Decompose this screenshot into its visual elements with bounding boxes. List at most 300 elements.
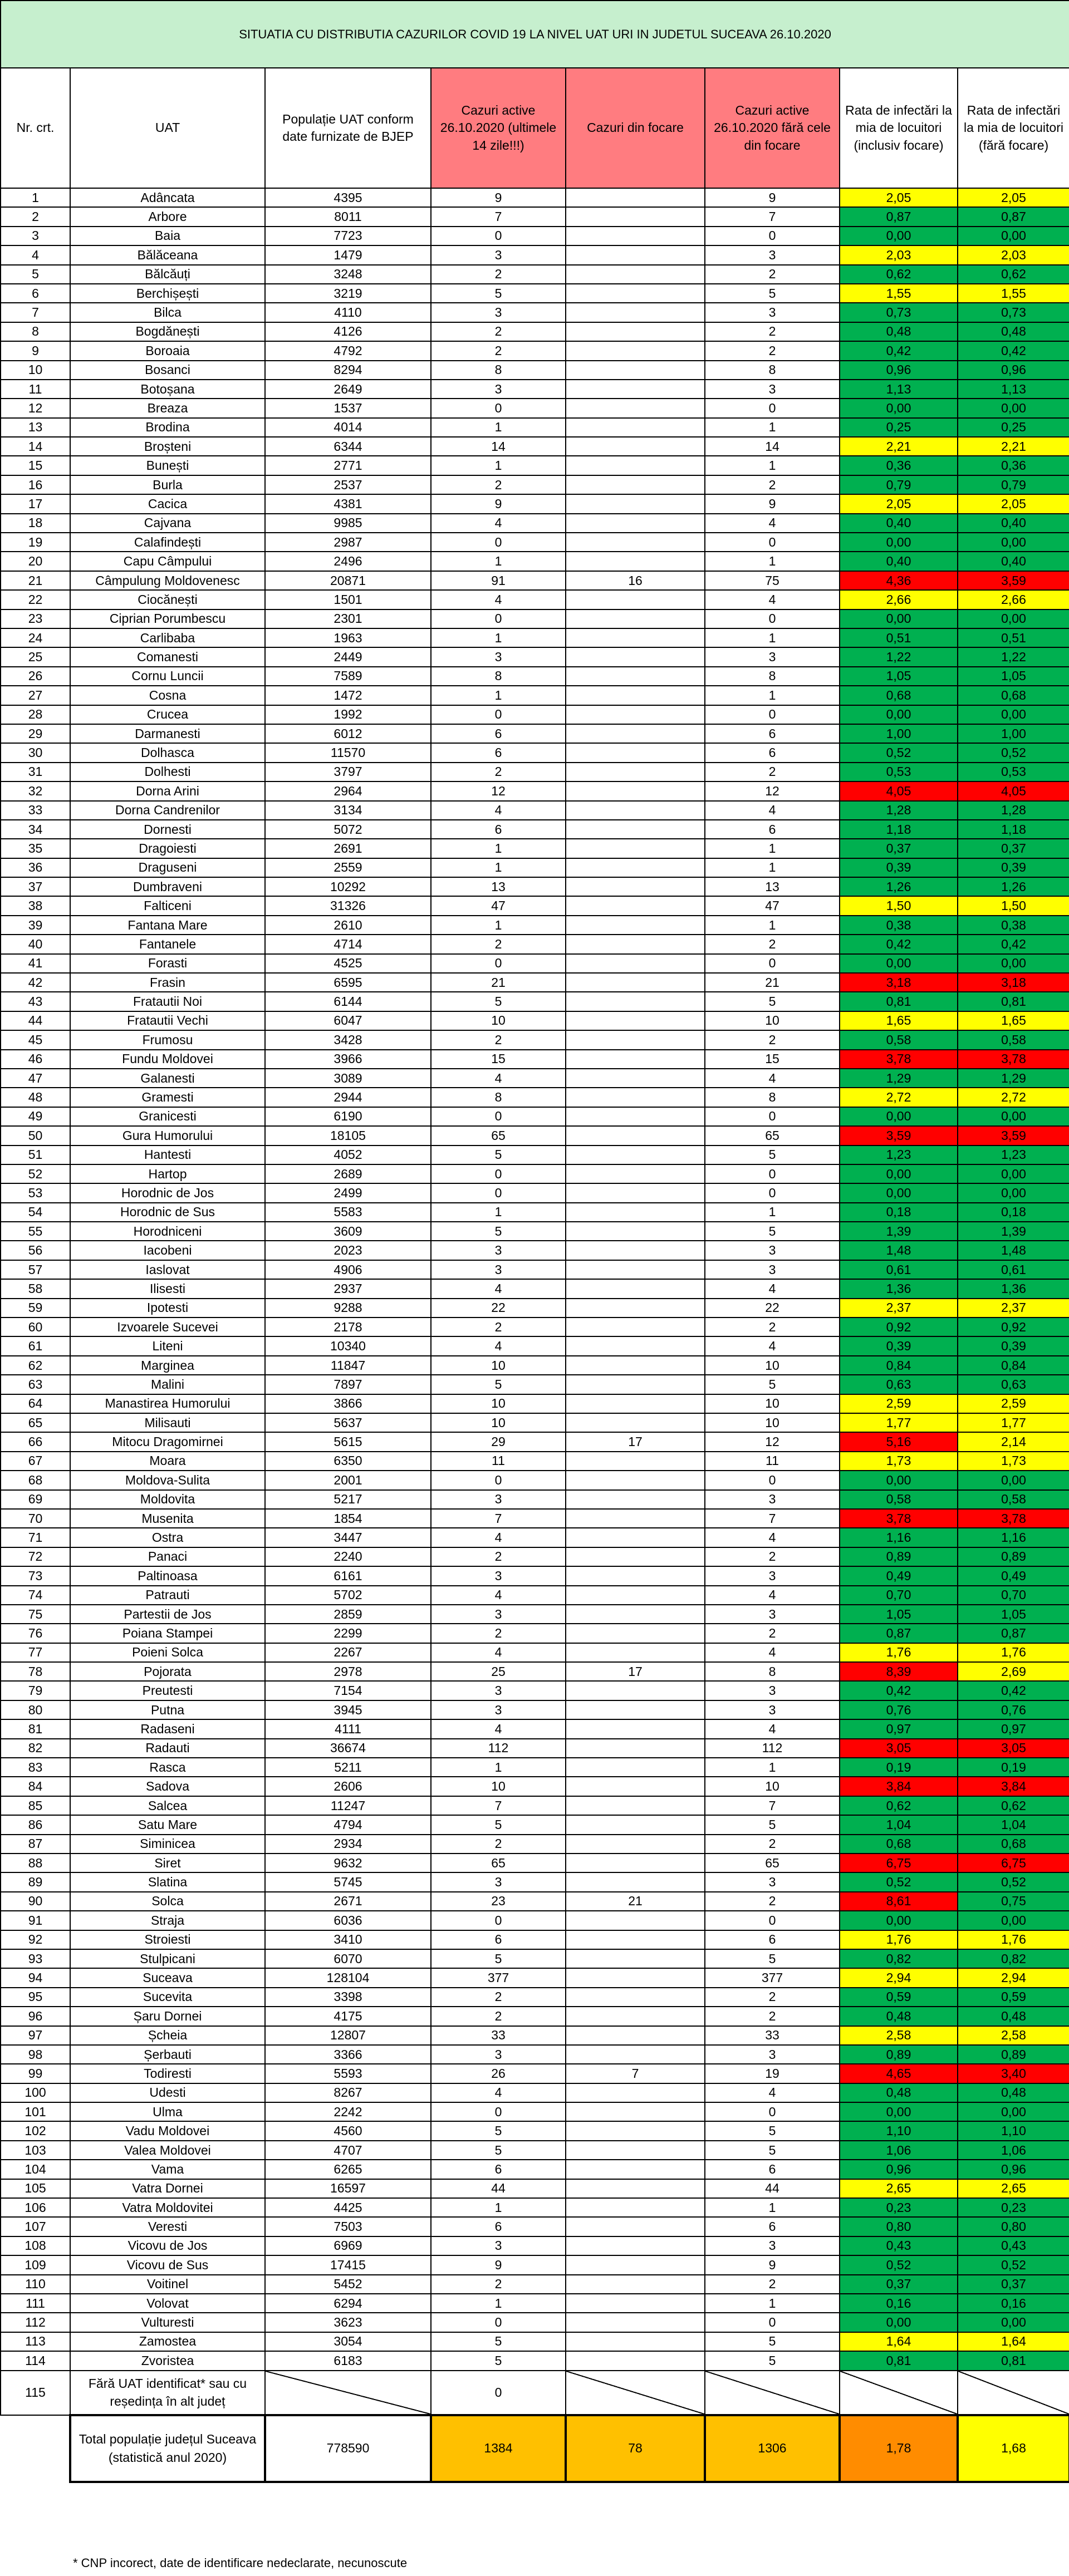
cell-uat: Horodnic de Sus (70, 1203, 265, 1222)
cell-active-cases: 6 (431, 1930, 566, 1949)
table-row (1, 1069, 1069, 1088)
cell-rate-excl-outbreaks: 0,75 (958, 1892, 1069, 1911)
cell-active-cases: 1 (431, 456, 566, 475)
cell-outbreak-cases (566, 2007, 705, 2026)
cell-active-without-outbreaks: 0 (705, 954, 840, 973)
cell-rate-excl-outbreaks: 0,96 (958, 2160, 1069, 2179)
cell-population: 31326 (265, 896, 431, 915)
cell-rate-excl-outbreaks: 2,58 (958, 2026, 1069, 2045)
cell-outbreak-cases (566, 1854, 705, 1872)
cell-active-cases: 2 (431, 1988, 566, 2007)
cell-uat: Dragoiesti (70, 839, 265, 858)
cell-active-without-outbreaks: 3 (705, 1681, 840, 1700)
cell-active-cases: 3 (431, 380, 566, 399)
cell-uat: Musenita (70, 1509, 265, 1528)
cell-uat: Ciprian Porumbescu (70, 609, 265, 628)
cell-active-without-outbreaks: 10 (705, 1394, 840, 1413)
cell-outbreak-cases (566, 2236, 705, 2255)
cell-uat: Vadu Moldovei (70, 2121, 265, 2140)
cell-uat: Capu Câmpului (70, 552, 265, 571)
cell-active-without-outbreaks: 2 (705, 2007, 840, 2026)
cell-uat: Șaru Dornei (70, 2007, 265, 2026)
table-row (1, 1107, 1069, 1126)
cell-outbreak-cases (566, 1356, 705, 1375)
cell-population: 7723 (265, 227, 431, 245)
cell-outbreak-cases (566, 1146, 705, 1164)
cell-nr: 1 (1, 188, 70, 207)
cell-rate-incl-outbreaks: 2,37 (840, 1299, 958, 1318)
cell-active-cases: 377 (431, 1968, 566, 1987)
cell-rate-incl-outbreaks: 1,10 (840, 2121, 958, 2140)
cell-outbreak-cases (566, 1872, 705, 1891)
cell-rate-incl-outbreaks: 1,04 (840, 1815, 958, 1834)
cell-outbreak-cases (566, 2026, 705, 2045)
cell-active-cases: 4 (431, 590, 566, 609)
table-row (1, 1356, 1069, 1375)
cell-rate-incl-outbreaks: 0,58 (840, 1490, 958, 1509)
cell-rate-incl-outbreaks: 3,59 (840, 1126, 958, 1145)
cell-population: 16597 (265, 2179, 431, 2198)
empty-slash-cell (265, 2371, 431, 2415)
table-row (1, 2332, 1069, 2351)
cell-outbreak-cases (566, 609, 705, 628)
table-row (1, 1336, 1069, 1355)
cell-outbreak-cases (566, 1490, 705, 1509)
cell-outbreak-cases (566, 1547, 705, 1566)
cell-outbreak-cases (566, 667, 705, 686)
table-row (1, 1968, 1069, 1987)
cell-nr: 12 (1, 399, 70, 417)
cell-uat: Valea Moldovei (70, 2141, 265, 2160)
cell-active-without-outbreaks: 7 (705, 1509, 840, 1528)
cell-rate-incl-outbreaks: 0,79 (840, 475, 958, 494)
cell-population: 6144 (265, 992, 431, 1011)
cell-outbreak-cases (566, 1318, 705, 1336)
cell-uat: Radaseni (70, 1719, 265, 1738)
cell-nr: 84 (1, 1777, 70, 1796)
cell-uat: Broșteni (70, 437, 265, 456)
cell-outbreak-cases (566, 1719, 705, 1738)
cell-active-without-outbreaks: 19 (705, 2064, 840, 2083)
cell-nr: 71 (1, 1528, 70, 1547)
table-row (1, 686, 1069, 705)
cell-population: 11570 (265, 743, 431, 762)
cell-uat: Forasti (70, 954, 265, 973)
cell-rate-incl-outbreaks: 4,65 (840, 2064, 958, 2083)
cell-nr: 102 (1, 2121, 70, 2140)
cell-rate-incl-outbreaks: 1,50 (840, 896, 958, 915)
cell-nr: 80 (1, 1700, 70, 1719)
cell-rate-incl-outbreaks: 0,58 (840, 1030, 958, 1049)
cell-active-without-outbreaks: 3 (705, 1605, 840, 1624)
cell-rate-excl-outbreaks: 0,73 (958, 303, 1069, 322)
cell-population: 6190 (265, 1107, 431, 1126)
cell-active-cases: 0 (431, 954, 566, 973)
table-row (1, 1777, 1069, 1796)
table-row (1, 935, 1069, 953)
cell-rate-incl-outbreaks: 1,16 (840, 1528, 958, 1547)
cell-rate-incl-outbreaks: 0,87 (840, 1624, 958, 1643)
cell-nr: 100 (1, 2083, 70, 2102)
cell-rate-incl-outbreaks: 4,36 (840, 571, 958, 590)
cell-active-cases: 2 (431, 322, 566, 341)
table-row (1, 1835, 1069, 1854)
cell-rate-excl-outbreaks: 0,16 (958, 2294, 1069, 2313)
cell-outbreak-cases (566, 2045, 705, 2064)
cell-active-cases: 3 (431, 1681, 566, 1700)
cell-rate-excl-outbreaks: 0,37 (958, 839, 1069, 858)
cell-nr: 44 (1, 1011, 70, 1030)
table-row (1, 188, 1069, 207)
cell-outbreak-cases (566, 935, 705, 953)
table-row (1, 1394, 1069, 1413)
cell-active-cases: 91 (431, 571, 566, 590)
table-row (1, 1988, 1069, 2007)
table-row (1, 1490, 1069, 1509)
cell-outbreak-cases (566, 896, 705, 915)
total-label: Total populație județul Suceava (statistică anul 2020) (70, 2415, 265, 2482)
cell-outbreak-cases (566, 2198, 705, 2217)
cell-active-without-outbreaks: 2 (705, 475, 840, 494)
cell-outbreak-cases (566, 590, 705, 609)
cell-rate-incl-outbreaks: 0,00 (840, 954, 958, 973)
cell-active-cases: 10 (431, 1777, 566, 1796)
cell-nr: 42 (1, 973, 70, 992)
cell-rate-excl-outbreaks: 0,53 (958, 763, 1069, 781)
cell-uat: Fantana Mare (70, 916, 265, 935)
cell-rate-excl-outbreaks: 0,36 (958, 456, 1069, 475)
cell-outbreak-cases (566, 2102, 705, 2121)
cell-rate-incl-outbreaks: 0,38 (840, 916, 958, 935)
cell-active-without-outbreaks: 4 (705, 801, 840, 820)
cell-active-without-outbreaks: 9 (705, 2255, 840, 2274)
cell-nr: 83 (1, 1758, 70, 1777)
cell-active-without-outbreaks: 1 (705, 916, 840, 935)
cell-uat: Granicesti (70, 1107, 265, 1126)
cell-active-cases: 5 (431, 2351, 566, 2370)
cell-population: 9985 (265, 514, 431, 533)
cell-active-cases: 4 (431, 1069, 566, 1088)
cell-rate-incl-outbreaks: 1,36 (840, 1279, 958, 1298)
cell-population: 5745 (265, 1872, 431, 1891)
cell-outbreak-cases (566, 1183, 705, 1202)
cell-rate-excl-outbreaks: 2,05 (958, 188, 1069, 207)
cell-population: 5615 (265, 1432, 431, 1451)
cell-active-without-outbreaks: 4 (705, 590, 840, 609)
table-row (1, 1758, 1069, 1777)
cell-uat: Iacobeni (70, 1241, 265, 1260)
cell-uat: Vatra Moldovitei (70, 2198, 265, 2217)
cell-rate-excl-outbreaks: 0,23 (958, 2198, 1069, 2217)
empty-cell (1, 2415, 70, 2482)
cell-uat: Slatina (70, 1872, 265, 1891)
cell-active-cases: 3 (431, 1260, 566, 1279)
cell-active-cases: 3 (431, 2236, 566, 2255)
cell-uat: Fără UAT identificat* sau cu reședința în alt județ (70, 2371, 265, 2415)
cell-rate-excl-outbreaks: 0,48 (958, 322, 1069, 341)
cell-active-cases: 1 (431, 628, 566, 647)
cell-outbreak-cases (566, 188, 705, 207)
cell-outbreak-cases (566, 303, 705, 322)
cell-uat: Udesti (70, 2083, 265, 2102)
table-row (1, 2198, 1069, 2217)
cell-active-cases: 1 (431, 839, 566, 858)
cell-active-without-outbreaks: 5 (705, 1949, 840, 1968)
table-row (1, 552, 1069, 571)
table-row (1, 1662, 1069, 1681)
cell-uat: Berchișești (70, 284, 265, 303)
cell-nr: 101 (1, 2102, 70, 2121)
table-row (1, 1299, 1069, 1318)
table-row (1, 514, 1069, 533)
cell-rate-incl-outbreaks: 5,16 (840, 1432, 958, 1451)
cell-rate-incl-outbreaks: 0,00 (840, 1911, 958, 1930)
cell-active-cases: 112 (431, 1739, 566, 1758)
cell-nr: 31 (1, 763, 70, 781)
cell-uat: Zamostea (70, 2332, 265, 2351)
cell-outbreak-cases (566, 858, 705, 877)
cell-population: 8011 (265, 207, 431, 226)
cell-outbreak-cases (566, 399, 705, 417)
cell-rate-incl-outbreaks: 0,48 (840, 2083, 958, 2102)
cell-nr: 19 (1, 533, 70, 552)
cell-active-cases: 0 (431, 1164, 566, 1183)
cell-uat: Câmpulung Moldovenesc (70, 571, 265, 590)
cell-active-cases: 47 (431, 896, 566, 915)
cell-outbreak-cases (566, 2141, 705, 2160)
cell-population: 2178 (265, 1318, 431, 1336)
cell-active-cases: 2 (431, 1835, 566, 1854)
cell-outbreak-cases: 7 (566, 2064, 705, 2083)
cell-active-cases: 33 (431, 2026, 566, 2045)
cell-active-without-outbreaks: 4 (705, 1069, 840, 1088)
table-row (1, 2160, 1069, 2179)
table-row (1, 1586, 1069, 1605)
cell-rate-excl-outbreaks: 1,73 (958, 1452, 1069, 1471)
cell-nr: 15 (1, 456, 70, 475)
cell-rate-excl-outbreaks: 2,94 (958, 1968, 1069, 1987)
cell-outbreak-cases (566, 2275, 705, 2294)
cell-rate-incl-outbreaks: 0,00 (840, 609, 958, 628)
cell-active-cases: 3 (431, 1605, 566, 1624)
cell-uat: Bălcăuți (70, 265, 265, 284)
header-active-without-outbreaks: Cazuri active 26.10.2020 fără cele din focare (705, 68, 840, 188)
cell-outbreak-cases (566, 1566, 705, 1585)
cell-active-cases: 2 (431, 1624, 566, 1643)
cell-active-without-outbreaks: 0 (705, 1107, 840, 1126)
cell-outbreak-cases (566, 1164, 705, 1183)
cell-uat: Milisauti (70, 1413, 265, 1432)
cell-nr: 89 (1, 1872, 70, 1891)
cell-rate-excl-outbreaks: 0,79 (958, 475, 1069, 494)
cell-nr: 85 (1, 1796, 70, 1815)
cell-active-without-outbreaks: 2 (705, 1988, 840, 2007)
cell-population: 2537 (265, 475, 431, 494)
cell-active-without-outbreaks: 2 (705, 1547, 840, 1566)
cell-outbreak-cases (566, 743, 705, 762)
cell-nr: 78 (1, 1662, 70, 1681)
cell-rate-excl-outbreaks: 0,00 (958, 1471, 1069, 1489)
cell-outbreak-cases (566, 1299, 705, 1318)
empty-slash-cell (958, 2371, 1069, 2415)
cell-nr: 51 (1, 1146, 70, 1164)
cell-nr: 82 (1, 1739, 70, 1758)
cell-rate-incl-outbreaks: 3,05 (840, 1739, 958, 1758)
cell-rate-incl-outbreaks: 0,42 (840, 935, 958, 953)
cell-active-without-outbreaks: 10 (705, 1777, 840, 1796)
table-row (1, 1452, 1069, 1471)
table-row (1, 399, 1069, 417)
cell-nr: 111 (1, 2294, 70, 2313)
cell-uat: Volovat (70, 2294, 265, 2313)
cell-rate-excl-outbreaks: 0,42 (958, 1681, 1069, 1700)
cell-uat: Bălăceana (70, 245, 265, 264)
cell-uat: Poiana Stampei (70, 1624, 265, 1643)
cell-uat: Comanesti (70, 647, 265, 666)
cell-rate-excl-outbreaks: 1,10 (958, 2121, 1069, 2140)
cell-rate-incl-outbreaks: 0,42 (840, 1681, 958, 1700)
table-row (1, 2102, 1069, 2121)
cell-nr: 61 (1, 1336, 70, 1355)
cell-nr: 14 (1, 437, 70, 456)
cell-population: 7589 (265, 667, 431, 686)
cell-uat: Zvoristea (70, 2351, 265, 2370)
cell-uat: Crucea (70, 705, 265, 724)
cell-rate-incl-outbreaks: 1,29 (840, 1069, 958, 1088)
cell-active-cases: 7 (431, 207, 566, 226)
cell-nr: 27 (1, 686, 70, 705)
table-row (1, 1566, 1069, 1585)
cell-population: 6969 (265, 2236, 431, 2255)
cell-active-cases: 6 (431, 724, 566, 743)
cell-rate-excl-outbreaks: 0,62 (958, 1796, 1069, 1815)
cell-outbreak-cases (566, 361, 705, 380)
cell-nr: 62 (1, 1356, 70, 1375)
cell-uat: Dornesti (70, 820, 265, 839)
cell-rate-incl-outbreaks: 0,82 (840, 1949, 958, 1968)
cell-population: 3945 (265, 1700, 431, 1719)
cell-rate-excl-outbreaks: 1,48 (958, 1241, 1069, 1260)
cell-uat: Mitocu Dragomirnei (70, 1432, 265, 1451)
cell-population: 2499 (265, 1183, 431, 1202)
cell-rate-incl-outbreaks: 0,76 (840, 1700, 958, 1719)
cell-nr: 76 (1, 1624, 70, 1643)
cell-nr: 70 (1, 1509, 70, 1528)
cell-rate-incl-outbreaks: 1,22 (840, 647, 958, 666)
cell-nr: 92 (1, 1930, 70, 1949)
cell-nr: 97 (1, 2026, 70, 2045)
table-row (1, 1164, 1069, 1183)
cell-uat: Marginea (70, 1356, 265, 1375)
cell-rate-excl-outbreaks: 0,00 (958, 954, 1069, 973)
cell-population: 4111 (265, 1719, 431, 1738)
cell-uat: Radauti (70, 1739, 265, 1758)
cell-outbreak-cases (566, 1241, 705, 1260)
cell-active-cases: 65 (431, 1126, 566, 1145)
cell-active-cases: 0 (431, 2102, 566, 2121)
cell-rate-excl-outbreaks: 0,00 (958, 1183, 1069, 1202)
cell-rate-excl-outbreaks: 0,00 (958, 609, 1069, 628)
cell-population: 4906 (265, 1260, 431, 1279)
cell-rate-incl-outbreaks: 1,00 (840, 724, 958, 743)
cell-population: 6595 (265, 973, 431, 992)
cell-active-cases: 2 (431, 341, 566, 360)
cell-outbreak-cases (566, 916, 705, 935)
cell-active-without-outbreaks: 3 (705, 1566, 840, 1585)
cell-active-without-outbreaks: 4 (705, 514, 840, 533)
cell-active-without-outbreaks: 3 (705, 1872, 840, 1891)
cell-nr: 28 (1, 705, 70, 724)
cell-outbreak-cases (566, 2179, 705, 2198)
cell-population: 6265 (265, 2160, 431, 2179)
table-row (1, 571, 1069, 590)
cell-rate-excl-outbreaks: 2,14 (958, 1432, 1069, 1451)
cell-rate-incl-outbreaks: 0,52 (840, 1872, 958, 1891)
cell-active-without-outbreaks: 9 (705, 188, 840, 207)
table-row (1, 1719, 1069, 1738)
cell-uat: Ostra (70, 1528, 265, 1547)
table-row (1, 820, 1069, 839)
cell-population: 2978 (265, 1662, 431, 1681)
cell-active-without-outbreaks: 1 (705, 2198, 840, 2217)
cell-rate-incl-outbreaks: 1,18 (840, 820, 958, 839)
table-row (1, 2045, 1069, 2064)
cell-uat: Horodniceni (70, 1222, 265, 1241)
cell-outbreak-cases (566, 1681, 705, 1700)
table-row (1, 1547, 1069, 1566)
footnote: * CNP incorect, date de identificare nedeclarate, necunoscute (73, 2556, 408, 2570)
cell-nr: 57 (1, 1260, 70, 1279)
cell-active-without-outbreaks: 65 (705, 1854, 840, 1872)
empty-slash-cell (705, 2371, 840, 2415)
cell-uat: Moldovita (70, 1490, 265, 1509)
cell-rate-excl-outbreaks: 0,89 (958, 2045, 1069, 2064)
cell-active-cases: 2 (431, 763, 566, 781)
cell-rate-incl-outbreaks: 0,63 (840, 1375, 958, 1394)
cell-nr: 86 (1, 1815, 70, 1834)
cell-uat: Carlibaba (70, 628, 265, 647)
cell-uat: Bunești (70, 456, 265, 475)
cell-rate-excl-outbreaks: 0,82 (958, 1949, 1069, 1968)
cell-uat: Adâncata (70, 188, 265, 207)
cell-active-cases: 25 (431, 1662, 566, 1681)
cell-rate-incl-outbreaks: 0,25 (840, 418, 958, 437)
cell-active-without-outbreaks: 2 (705, 1624, 840, 1643)
cell-uat: Darmanesti (70, 724, 265, 743)
cell-nr: 17 (1, 494, 70, 513)
cell-active-cases: 4 (431, 1279, 566, 1298)
page-title: SITUATIA CU DISTRIBUTIA CAZURILOR COVID 19 LA NIVEL UAT URI IN JUDETUL SUCEAVA 26.10.2020 (1, 1, 1069, 68)
cell-active-without-outbreaks: 13 (705, 877, 840, 896)
cell-rate-incl-outbreaks: 0,49 (840, 1566, 958, 1585)
cell-active-without-outbreaks: 3 (705, 303, 840, 322)
cell-active-without-outbreaks: 9 (705, 494, 840, 513)
table-row (1, 705, 1069, 724)
cell-nr: 105 (1, 2179, 70, 2198)
cell-population: 2449 (265, 647, 431, 666)
cell-nr: 20 (1, 552, 70, 571)
table-row (1, 341, 1069, 360)
cell-rate-excl-outbreaks: 2,37 (958, 1299, 1069, 1318)
cell-active-cases: 3 (431, 1241, 566, 1260)
cell-rate-excl-outbreaks: 1,05 (958, 1605, 1069, 1624)
cell-rate-excl-outbreaks: 3,84 (958, 1777, 1069, 1796)
cell-rate-excl-outbreaks: 3,18 (958, 973, 1069, 992)
cell-rate-excl-outbreaks: 0,58 (958, 1490, 1069, 1509)
cell-outbreak-cases (566, 1643, 705, 1662)
table-row (1, 877, 1069, 896)
cell-uat: Vama (70, 2160, 265, 2179)
